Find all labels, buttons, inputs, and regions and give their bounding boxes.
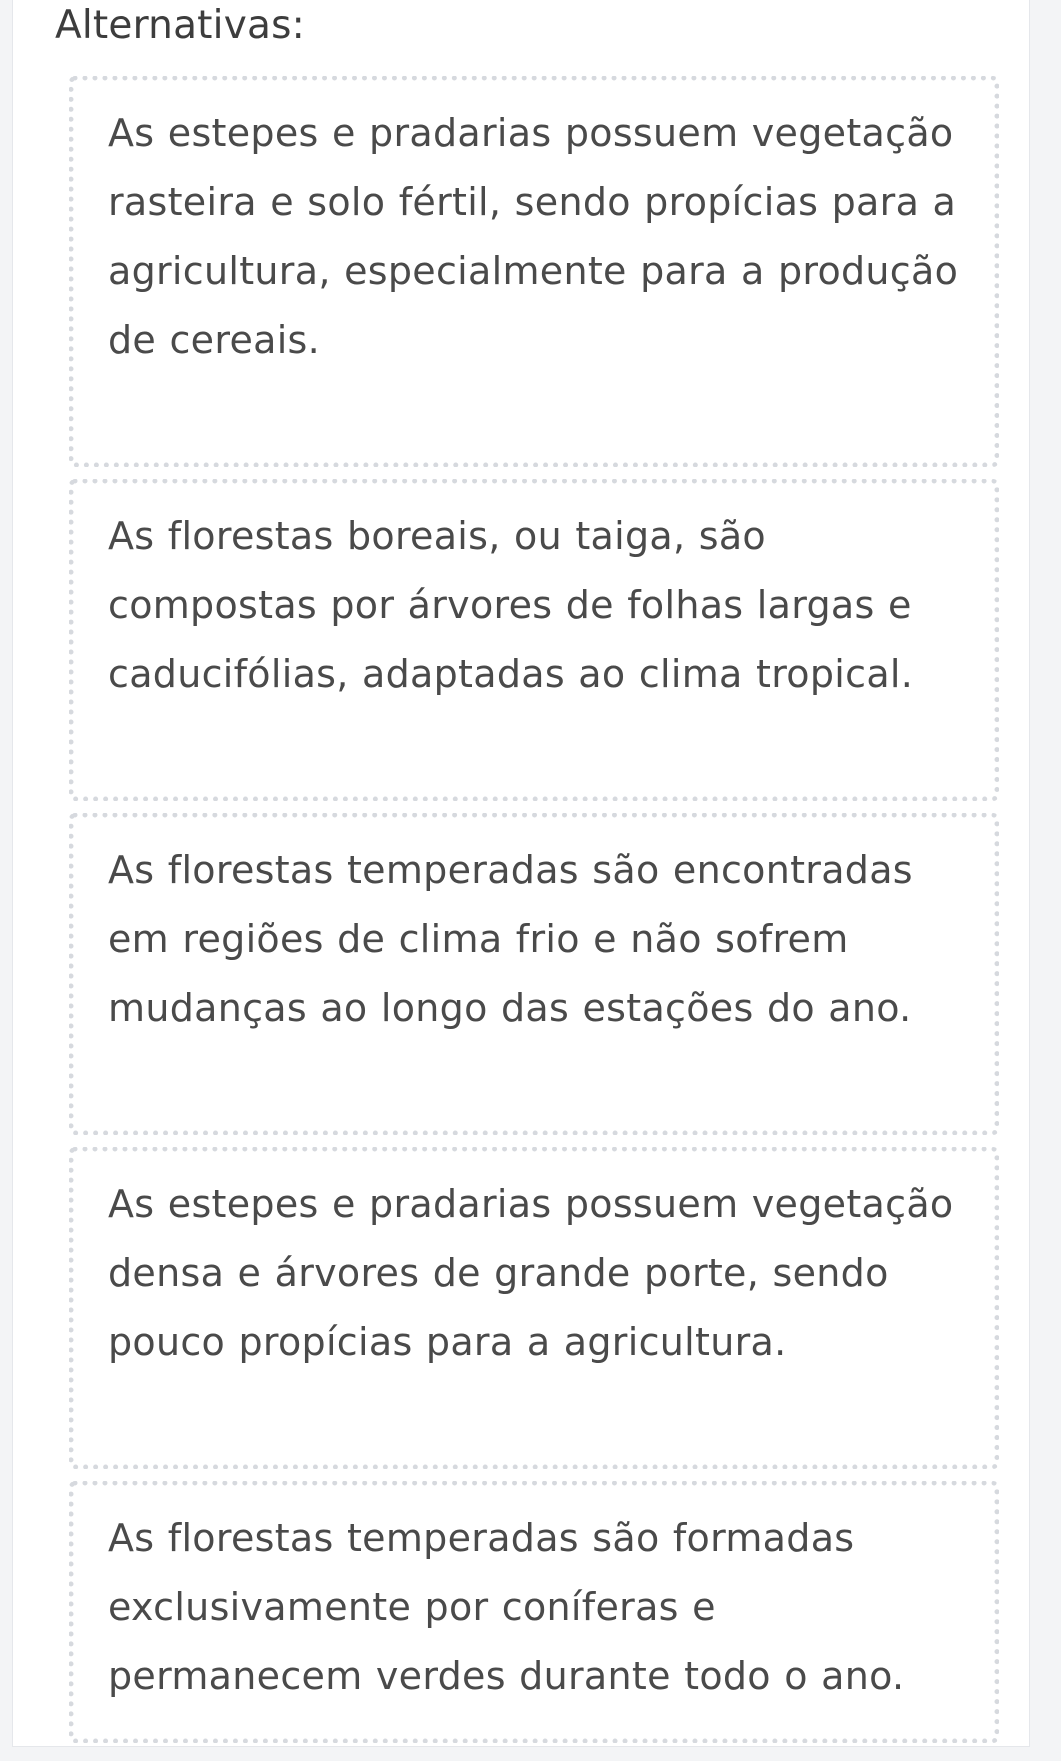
option-b[interactable] (69, 479, 999, 801)
option-d[interactable] (69, 1147, 999, 1469)
question-panel (12, 0, 1030, 1747)
option-c-text: As florestas temperadas são encontradas em regiões de clima frio e não sofrem mudanças ao longo das estações do ano. (108, 848, 913, 1030)
option-d-text: As estepes e pradarias possuem vegetação densa e árvores de grande porte, sendo pouco propícias para a agricultura. (108, 1182, 954, 1364)
option-b-text: As florestas boreais, ou taiga, são compostas por árvores de folhas largas e caducifólias, adaptadas ao clima tropical. (108, 514, 914, 696)
option-c[interactable] (69, 813, 999, 1135)
option-e-text: As florestas temperadas são formadas exclusivamente por coníferas e permanecem verdes durante todo o ano. (108, 1516, 905, 1698)
option-a[interactable] (69, 76, 999, 467)
options-list (69, 76, 999, 1755)
option-a-text: As estepes e pradarias possuem vegetação rasteira e solo fértil, sendo propícias para a agricultura, especialmente para a produção de cereais. (108, 111, 959, 362)
alternatives-heading: Alternativas: (55, 3, 305, 48)
option-e[interactable] (69, 1481, 999, 1743)
